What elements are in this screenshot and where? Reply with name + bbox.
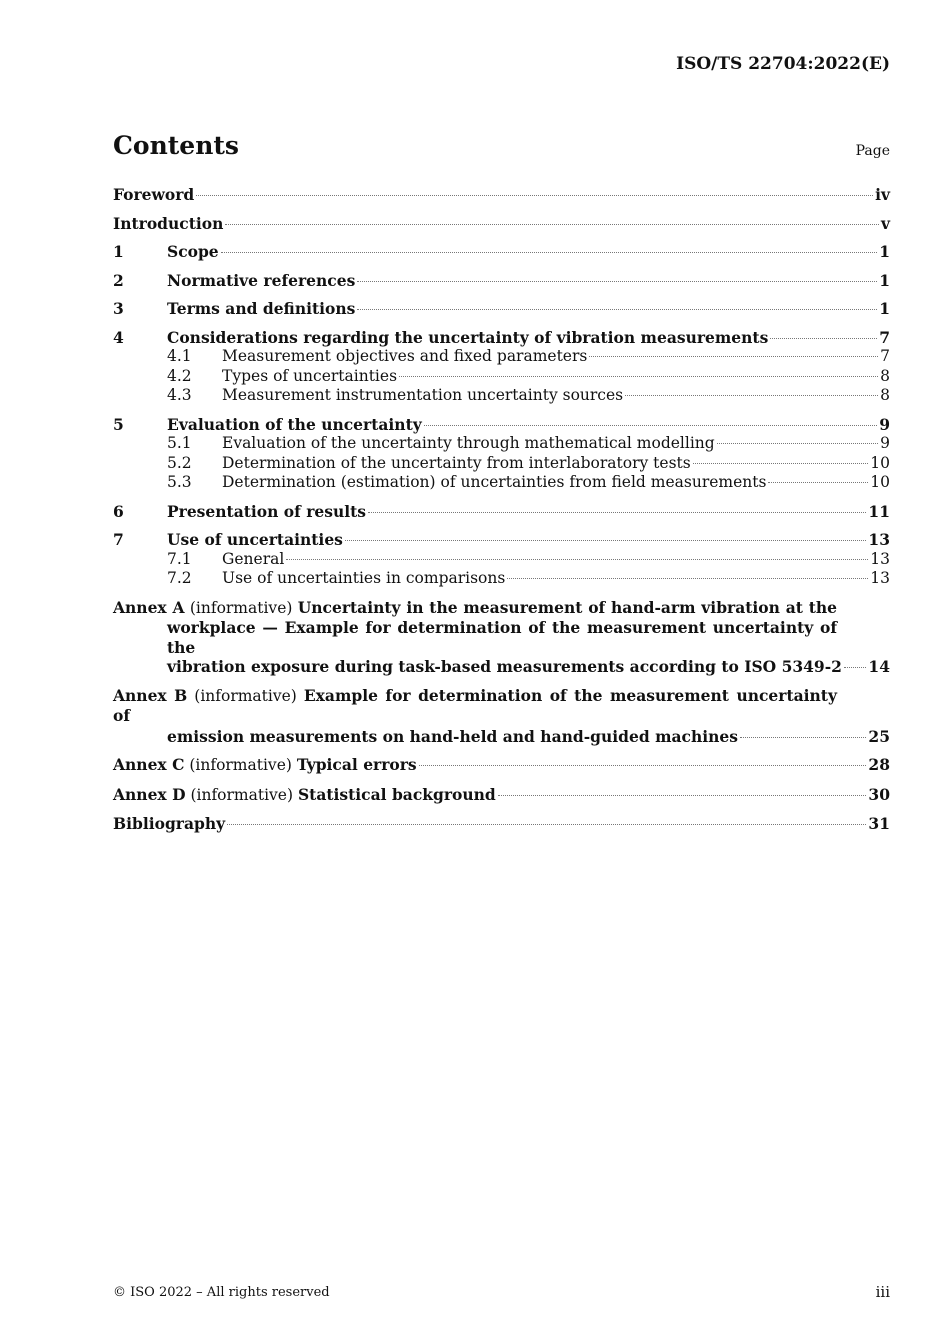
dot-leader [357, 281, 877, 282]
table-of-contents [113, 185, 890, 834]
annex-title-line: vibration exposure during task-based measurements according to ISO 5349-2 [167, 657, 842, 676]
toc-title: Evaluation of the uncertainty [167, 414, 422, 434]
toc-page: 28 [868, 755, 890, 774]
toc-page: 9 [880, 434, 890, 452]
dot-leader [693, 463, 869, 464]
dot-leader [844, 667, 866, 668]
toc-title: Determination (estimation) of uncertainties from field measurements [222, 473, 767, 491]
toc-page: 25 [868, 726, 890, 746]
toc-title: Measurement instrumentation uncertainty sources [222, 386, 624, 404]
toc-page: 7 [880, 347, 890, 365]
toc-page: 13 [870, 569, 890, 587]
toc-entry-annex-d[interactable] [113, 785, 890, 806]
toc-number: 5.2 [167, 453, 192, 472]
toc-title: General [222, 549, 285, 568]
toc-page: 30 [868, 784, 890, 804]
annex-label: Annex D [113, 784, 186, 804]
dot-leader [196, 195, 873, 196]
toc-title: Determination of the uncertainty from interlaboratory tests [222, 453, 691, 472]
toc-number: 7 [113, 530, 124, 549]
annex-type: (informative) [189, 598, 293, 617]
toc-page: 9 [879, 414, 890, 434]
toc-number: 7.2 [167, 569, 192, 587]
dot-leader [589, 356, 878, 357]
toc-entry-5-3[interactable] [167, 473, 890, 493]
dot-leader [498, 795, 867, 796]
annex-label: Annex A [113, 597, 185, 617]
toc-entry-7-2[interactable] [167, 569, 890, 589]
page-number: iii [875, 1283, 890, 1301]
dot-leader [424, 425, 877, 426]
toc-page: 10 [870, 453, 890, 472]
toc-page: 10 [870, 473, 890, 491]
toc-title: Presentation of results [167, 501, 366, 521]
toc-page: 8 [880, 386, 890, 404]
annex-label: Annex C [113, 755, 185, 774]
toc-title: Types of uncertainties [222, 366, 398, 385]
toc-title: Normative references [167, 270, 356, 290]
toc-number: 6 [113, 501, 124, 521]
toc-entry-annex-b[interactable] [113, 686, 890, 747]
toc-title: Evaluation of the uncertainty through mathematical modelling [222, 434, 715, 452]
annex-label: Annex B [113, 685, 188, 705]
toc-entry-4-2[interactable] [167, 367, 890, 387]
dot-leader [225, 224, 879, 225]
toc-page: 14 [868, 657, 890, 676]
toc-page: 1 [879, 270, 890, 290]
toc-title: Use of uncertainties [167, 530, 343, 549]
annex-title: Statistical background [297, 784, 496, 804]
toc-number: 5 [113, 414, 124, 434]
toc-entry-scope[interactable] [113, 242, 890, 262]
dot-leader [770, 338, 877, 339]
dot-leader [227, 824, 866, 825]
toc-number: 3 [113, 299, 124, 318]
toc-entry-foreword[interactable] [113, 185, 890, 205]
annex-type: (informative) [190, 785, 294, 804]
toc-number: 4.1 [167, 347, 192, 365]
toc-entry-considerations[interactable] [113, 328, 890, 348]
toc-number: 4.2 [167, 366, 192, 385]
toc-entry-introduction[interactable] [113, 214, 890, 234]
toc-entry-annex-a[interactable] [113, 598, 890, 677]
toc-title: Bibliography [113, 814, 226, 833]
page-column-label: Page [855, 143, 890, 159]
toc-page: 7 [879, 327, 890, 347]
toc-entry-4-3[interactable] [167, 386, 890, 406]
toc-title: Scope [167, 242, 219, 261]
toc-page: 13 [868, 530, 890, 549]
toc-page: iv [875, 185, 890, 204]
dot-leader [625, 395, 878, 396]
toc-number: 4 [113, 327, 124, 347]
dot-leader [768, 482, 868, 483]
copyright-notice: © ISO 2022 – All rights reserved [113, 1285, 330, 1300]
toc-entry-normative-references[interactable] [113, 271, 890, 291]
toc-title: Use of uncertainties in comparisons [222, 569, 506, 587]
toc-page: 13 [870, 549, 890, 568]
document-id: ISO/TS 22704:2022(E) [676, 54, 890, 74]
annex-title-line: Example for determination of the measurement uncertainty of [113, 685, 837, 725]
annex-title-line: Uncertainty in the measurement of hand-arm vibration at the [297, 597, 837, 617]
toc-number: 5.1 [167, 434, 192, 452]
annex-title: Typical errors [296, 755, 417, 774]
dot-leader [221, 252, 878, 253]
toc-entry-terms-definitions[interactable] [113, 299, 890, 319]
dot-leader [368, 512, 866, 513]
toc-entry-evaluation[interactable] [113, 415, 890, 435]
toc-page: 1 [879, 242, 890, 261]
dot-leader [399, 376, 878, 377]
toc-title: Considerations regarding the uncertainty of vibration measurements [167, 327, 769, 347]
toc-page: 31 [868, 814, 890, 833]
dot-leader [357, 309, 877, 310]
contents-heading: Contents [113, 131, 240, 160]
toc-entry-presentation[interactable] [113, 502, 890, 522]
dot-leader [507, 578, 868, 579]
toc-title: Terms and definitions [167, 299, 356, 318]
dot-leader [419, 765, 867, 766]
toc-entry-use-of-uncertainties[interactable] [113, 530, 890, 550]
dot-leader [286, 559, 868, 560]
annex-title-line: emission measurements on hand-held and hand-guided machines [167, 726, 738, 746]
toc-number: 5.3 [167, 473, 192, 491]
toc-title: Foreword [113, 185, 195, 204]
toc-page: v [880, 213, 890, 233]
dot-leader [717, 443, 878, 444]
toc-entry-5-1[interactable] [167, 434, 890, 454]
dot-leader [740, 737, 866, 738]
toc-number: 1 [113, 242, 124, 261]
annex-title-line: workplace — Example for determination of the measurement uncertainty of the [167, 618, 837, 657]
toc-number: 4.3 [167, 386, 192, 404]
dot-leader [345, 540, 867, 541]
toc-title: Introduction [113, 213, 224, 233]
toc-entry-5-2[interactable] [167, 454, 890, 474]
toc-entry-bibliography[interactable] [113, 814, 890, 834]
toc-page: 11 [868, 501, 890, 521]
toc-page: 8 [880, 366, 890, 385]
toc-page: 1 [879, 299, 890, 318]
toc-number: 7.1 [167, 549, 192, 568]
toc-title: Measurement objectives and fixed parameters [222, 347, 588, 365]
toc-entry-7-1[interactable] [167, 550, 890, 570]
toc-number: 2 [113, 270, 124, 290]
annex-type: (informative) [194, 686, 297, 705]
annex-type: (informative) [189, 756, 292, 774]
toc-entry-4-1[interactable] [167, 347, 890, 367]
toc-entry-annex-c[interactable] [113, 755, 890, 776]
